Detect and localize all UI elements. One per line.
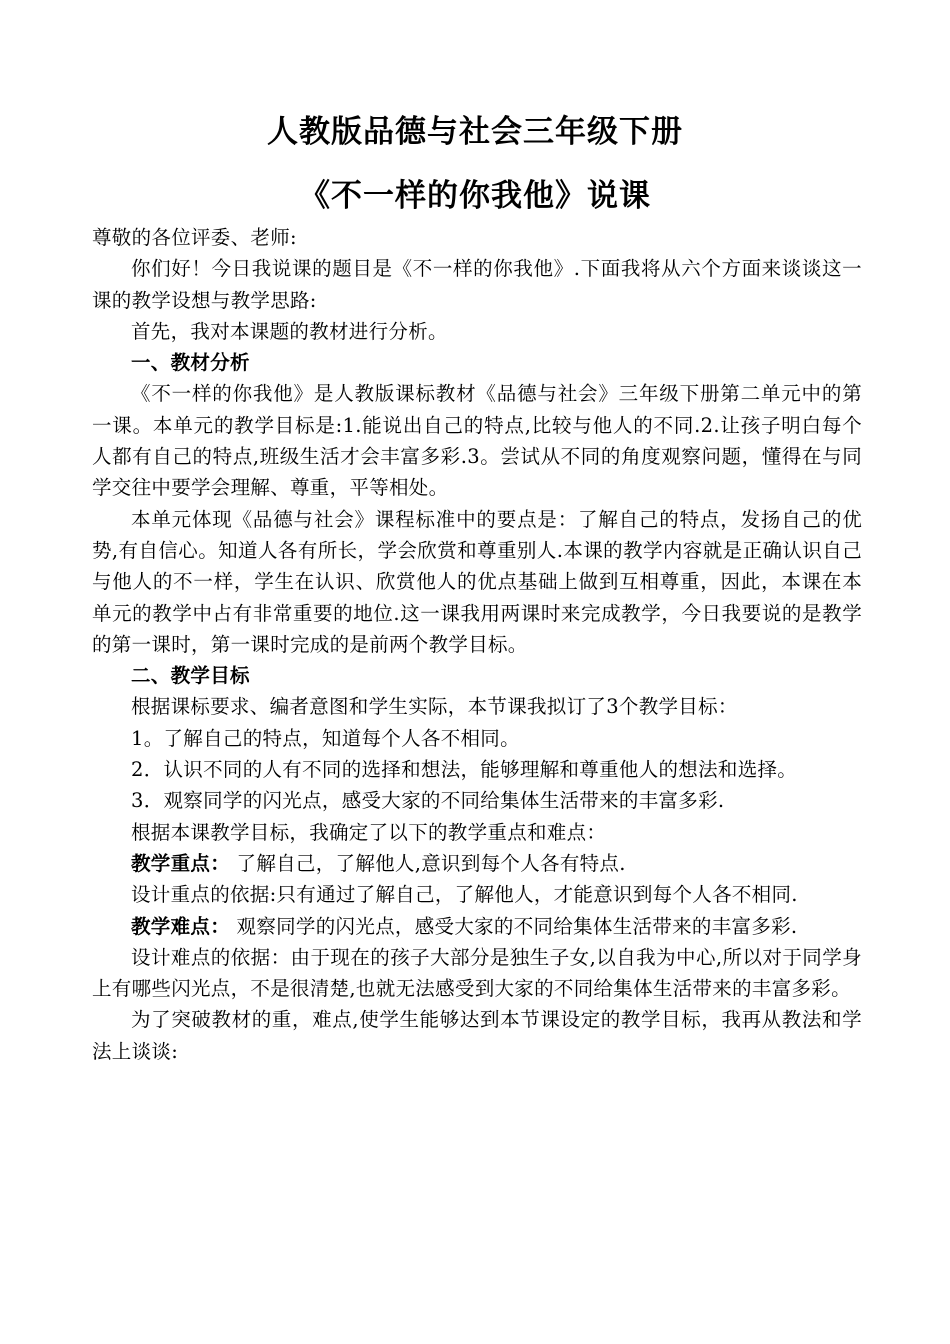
closing-paragraph: 为了突破教材的重，难点,使学生能够达到本节课设定的教学目标，我再从教法和学法上谈谈: (92, 1008, 862, 1063)
document-title-line-1: 人教版品德与社会三年级下册 (267, 114, 683, 150)
difficulty-label: 教学难点： (131, 914, 231, 938)
key-difficulty-intro: 根据本课教学目标，我确定了以下的教学重点和难点： (131, 820, 607, 844)
difficulty-basis: 设计难点的依据：由于现在的孩子大部分是独生子女,以自我为中心,所以对于同学身上有哪些闪光点，不是很清楚,也就无法感受到大家的不同给集体生活带来的丰富多彩。 (92, 945, 862, 1001)
difficulty-text: 观察同学的闪光点，感受大家的不同给集体生活带来的丰富多彩. (230, 914, 798, 938)
key-point-basis: 设计重点的依据:只有通过了解自己，了解他人，才能意识到每个人各不相同. (131, 883, 798, 907)
goal-1: 1。了解自己的特点，知道每个人各不相同。 (131, 726, 520, 750)
section-2-paragraph-1: 根据课标要求、编者意图和学生实际，本节课我拟订了3个教学目标： (131, 695, 738, 719)
goal-2: 2．认识不同的人有不同的选择和想法，能够理解和尊重他人的想法和选择。 (131, 758, 798, 782)
section-1-heading: 一、教材分析 (131, 351, 250, 375)
section-2-heading: 二、教学目标 (131, 664, 250, 688)
key-point-text: 了解自己，了解他人,意识到每个人各有特点. (230, 851, 626, 875)
document-body (92, 222, 862, 1067)
key-point-paragraph (92, 848, 862, 879)
section-1-paragraph-1: 《不一样的你我他》是人教版课标教材《品德与社会》三年级下册第二单元中的第一课。本单元的教学目标是:1.能说出自己的特点,比较与他人的不同.2.让孩子明白每个人都有自己的特点,班级生活才会丰富多彩.3。尝试从不同的角度观察问题，懂得在与同学交往中要学会理解、尊重，平等相处。 (92, 382, 862, 500)
goal-3: 3．观察同学的闪光点，感受大家的不同给集体生活带来的丰富多彩. (131, 789, 725, 813)
section-1-paragraph-2: 本单元体现《品德与社会》课程标准中的要点是：了解自己的特点，发扬自己的优势,有自信心。知道人各有所长，学会欣赏和尊重别人.本课的教学内容就是正确认识自己与他人的不一样，学生在认识、欣赏他人的优点基础上做到互相尊重，因此，本课在本单元的教学中占有非常重要的地位.这一课我用两课时来完成教学，今日我要说的是教学的第一课时，第一课时完成的是前两个教学目标。 (92, 507, 862, 656)
greeting: 尊敬的各位评委、老师: (92, 226, 297, 249)
document-title-line-2: 《不一样的你我他》说课 (299, 178, 651, 214)
intro-paragraph-1: 你们好！今日我说课的题目是《不一样的你我他》.下面我将从六个方面来谈谈这一课的教学设想与教学思路: (92, 257, 862, 312)
intro-paragraph-2: 首先，我对本课题的教材进行分析。 (131, 319, 448, 343)
key-point-label: 教学重点： (131, 851, 231, 875)
difficulty-paragraph (92, 911, 862, 942)
